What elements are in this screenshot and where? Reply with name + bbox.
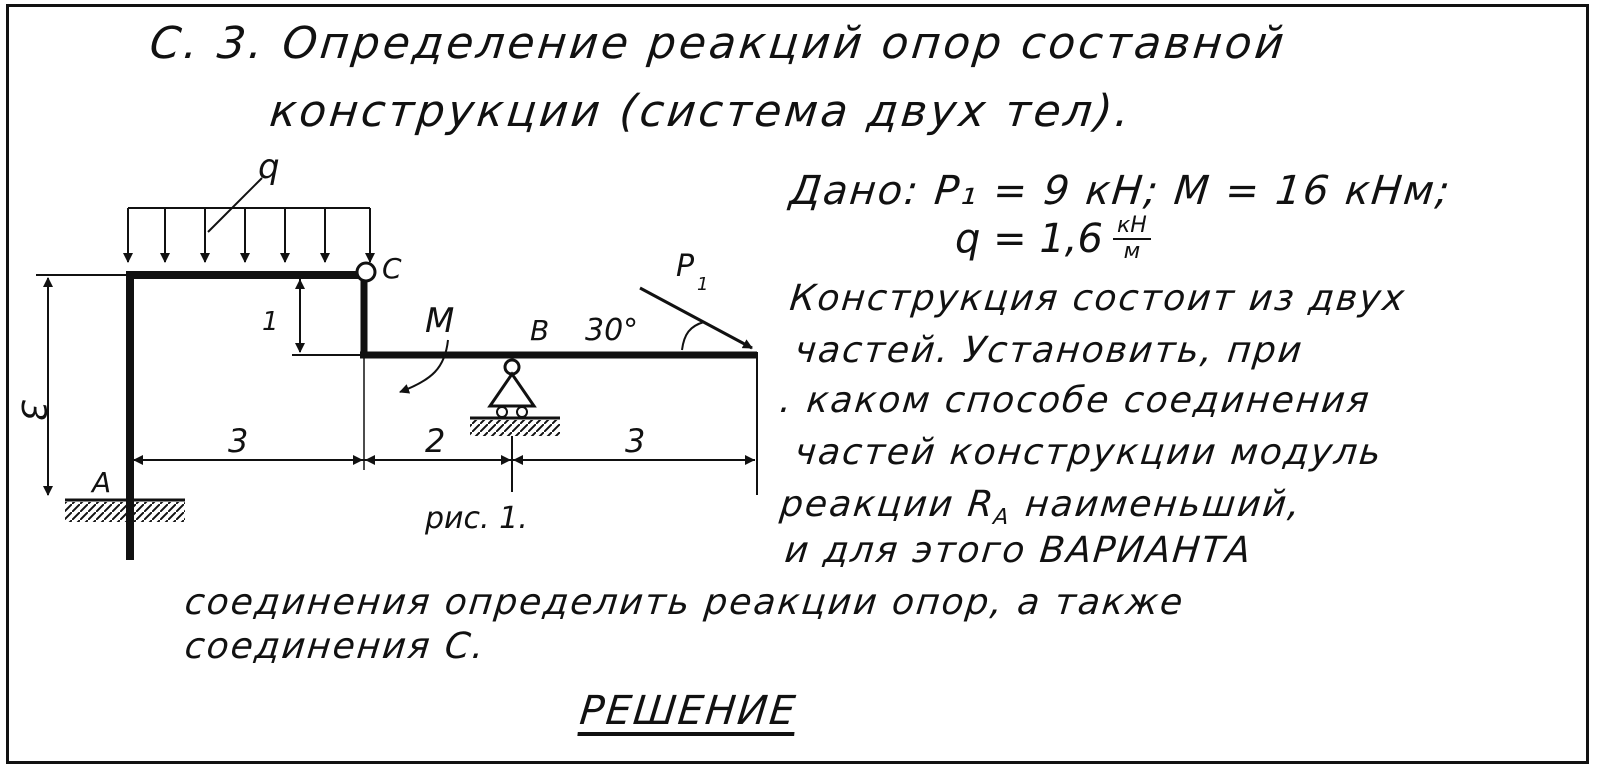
support-a-label: A bbox=[92, 466, 112, 499]
ra-text: реакции R bbox=[778, 484, 997, 525]
description-line-8: соединения С. bbox=[182, 626, 488, 667]
dimension-2: 2 bbox=[425, 422, 446, 460]
angle-label: 30° bbox=[585, 313, 639, 348]
support-a bbox=[65, 500, 185, 522]
height-label: 3 bbox=[13, 400, 53, 422]
q-unit-denominator: м bbox=[1123, 239, 1141, 265]
ra-after-text: наименьший, bbox=[1009, 484, 1304, 525]
load-label: q bbox=[258, 147, 280, 187]
support-b bbox=[470, 360, 560, 492]
step-height-dimension bbox=[292, 278, 364, 355]
q-value: q = 1,6 bbox=[955, 216, 1103, 263]
hinge-c-label: C bbox=[382, 252, 402, 285]
figure-caption: рис. 1. bbox=[425, 501, 528, 536]
dimension-1: 3 bbox=[228, 422, 249, 460]
distributed-load bbox=[128, 178, 370, 262]
q-unit-numerator: кН bbox=[1113, 214, 1151, 240]
force-p1-arrow bbox=[640, 288, 752, 348]
force-subscript: 1 bbox=[697, 274, 709, 295]
title-line-1: С. 3. Определение реакций опор составной bbox=[147, 18, 1290, 69]
support-b-label: B bbox=[530, 314, 550, 347]
solution-heading: РЕШЕНИЕ bbox=[577, 688, 800, 734]
description-line-6: и для этого ВАРИАНТА bbox=[782, 530, 1255, 571]
force-label: P bbox=[676, 249, 695, 284]
hinge-c bbox=[357, 263, 375, 281]
moment-label: M bbox=[425, 301, 455, 341]
ra-subscript: A bbox=[992, 505, 1012, 531]
description-line-4: частей конструкции модуль bbox=[792, 432, 1385, 473]
description-line-1: Конструкция состоит из двух bbox=[787, 278, 1409, 319]
description-line-3: . каком способе соединения bbox=[777, 380, 1373, 421]
step-height-label: 1 bbox=[262, 307, 279, 337]
given-line: Дано: P₁ = 9 кН; M = 16 кНм; bbox=[787, 168, 1454, 214]
dimension-3: 3 bbox=[625, 422, 646, 460]
title-line-2: конструкции (система двух тел). bbox=[267, 86, 1135, 137]
moment-arrow bbox=[400, 340, 448, 392]
angle-arc bbox=[682, 322, 704, 350]
description-line-7: соединения определить реакции опор, а также bbox=[182, 582, 1187, 623]
description-line-2: частей. Установить, при bbox=[792, 330, 1306, 371]
height-dimension bbox=[36, 275, 128, 495]
